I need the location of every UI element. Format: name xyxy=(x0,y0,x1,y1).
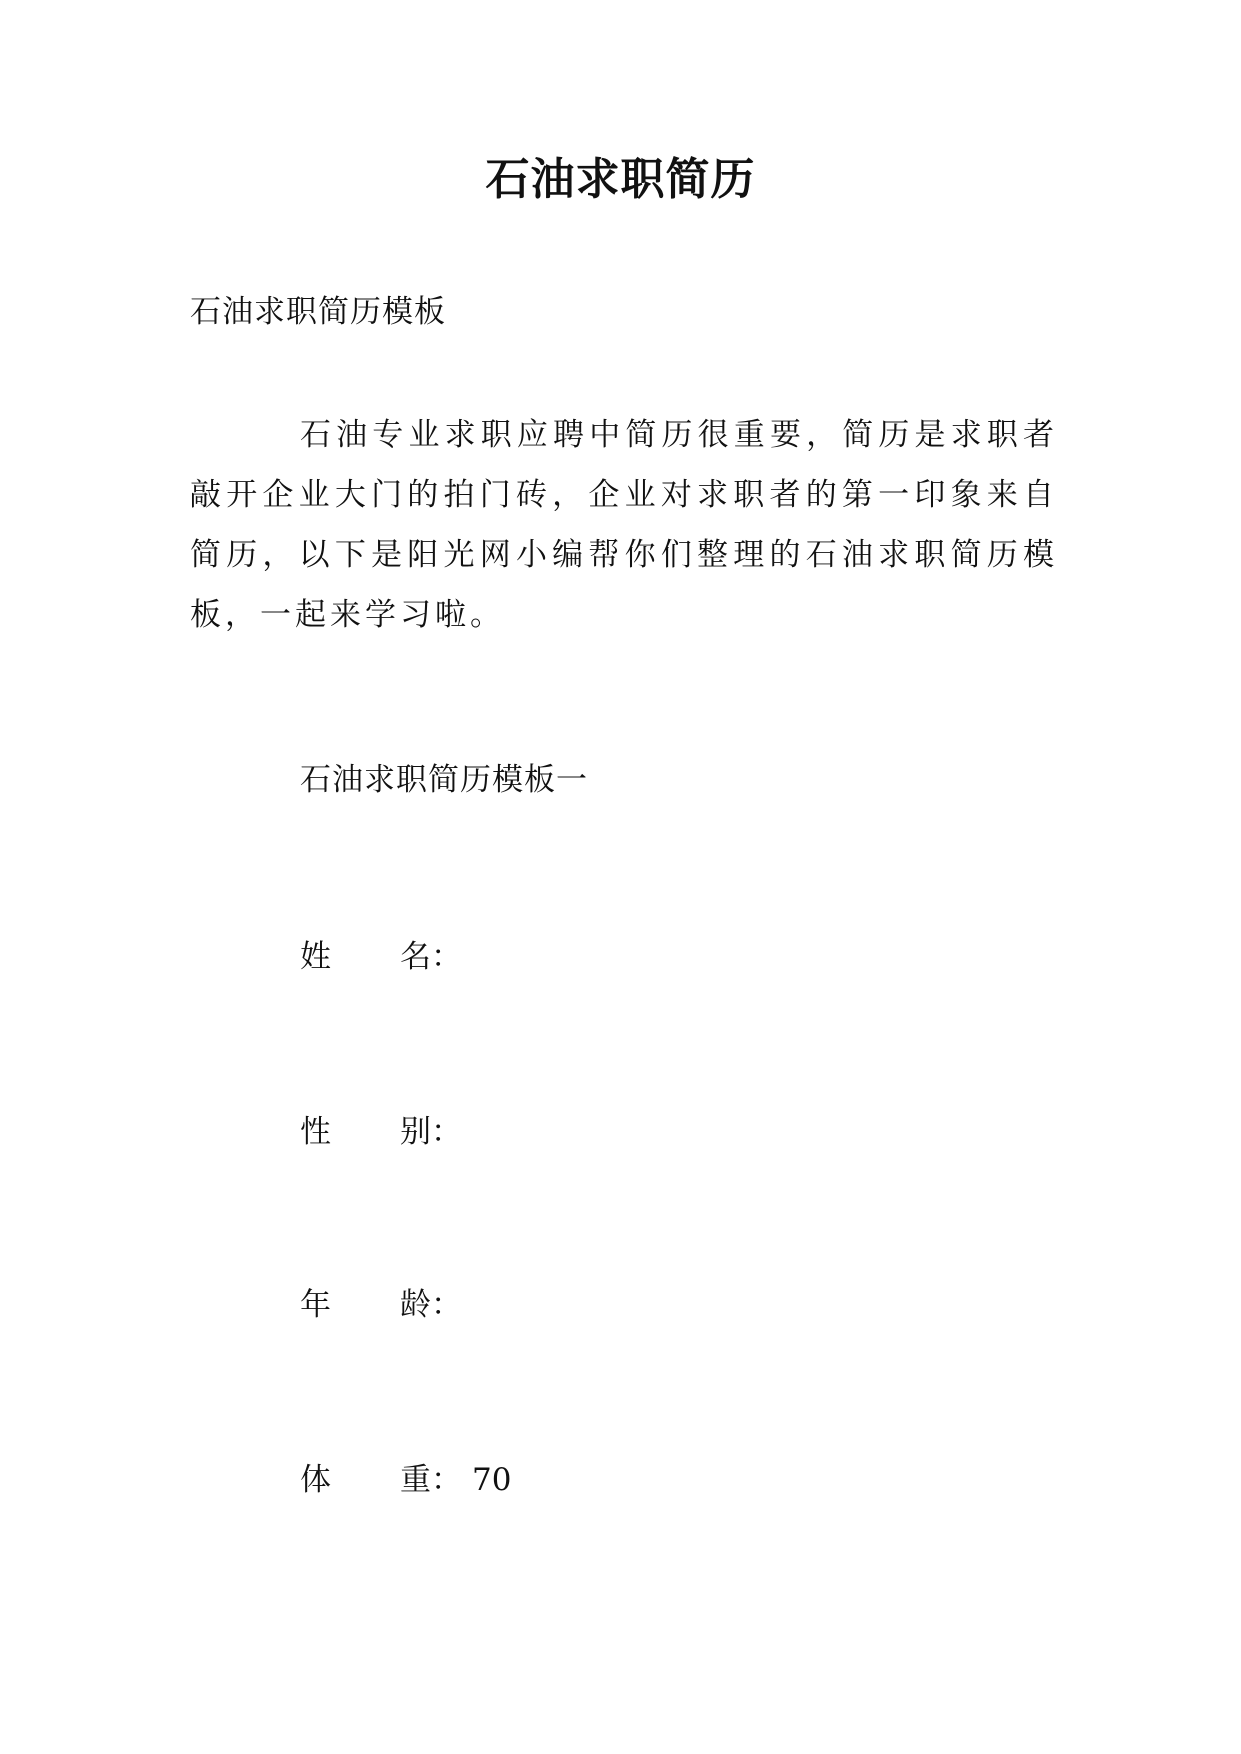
field-name-label-char2: 名： xyxy=(400,939,462,975)
field-age-label-char1: 年 xyxy=(300,1287,331,1323)
section-heading: 石油求职简历模板一 xyxy=(300,762,588,798)
document-subtitle: 石油求职简历模板 xyxy=(190,294,446,330)
field-gender xyxy=(300,1110,472,1154)
document-title: 石油求职简历 xyxy=(485,154,756,205)
field-weight xyxy=(300,1458,511,1502)
field-name xyxy=(300,935,472,979)
field-weight-value: 70 xyxy=(472,1462,512,1498)
field-age xyxy=(300,1283,472,1327)
intro-paragraph: 石油专业求职应聘中简历很重要，简历是求职者敲开企业大门的拍门砖，企业对求职者的第一印象来自简历，以下是阳光网小编帮你们整理的石油求职简历模板，一起来学习啦。 xyxy=(190,417,1058,633)
field-name-label-char1: 姓 xyxy=(300,939,331,975)
field-gender-label-char1: 性 xyxy=(300,1114,331,1150)
field-gender-label-char2: 别： xyxy=(400,1114,462,1150)
field-age-label-char2: 龄： xyxy=(400,1287,462,1323)
field-weight-label-char1: 体 xyxy=(300,1462,331,1498)
field-weight-label-char2: 重： xyxy=(400,1462,462,1498)
